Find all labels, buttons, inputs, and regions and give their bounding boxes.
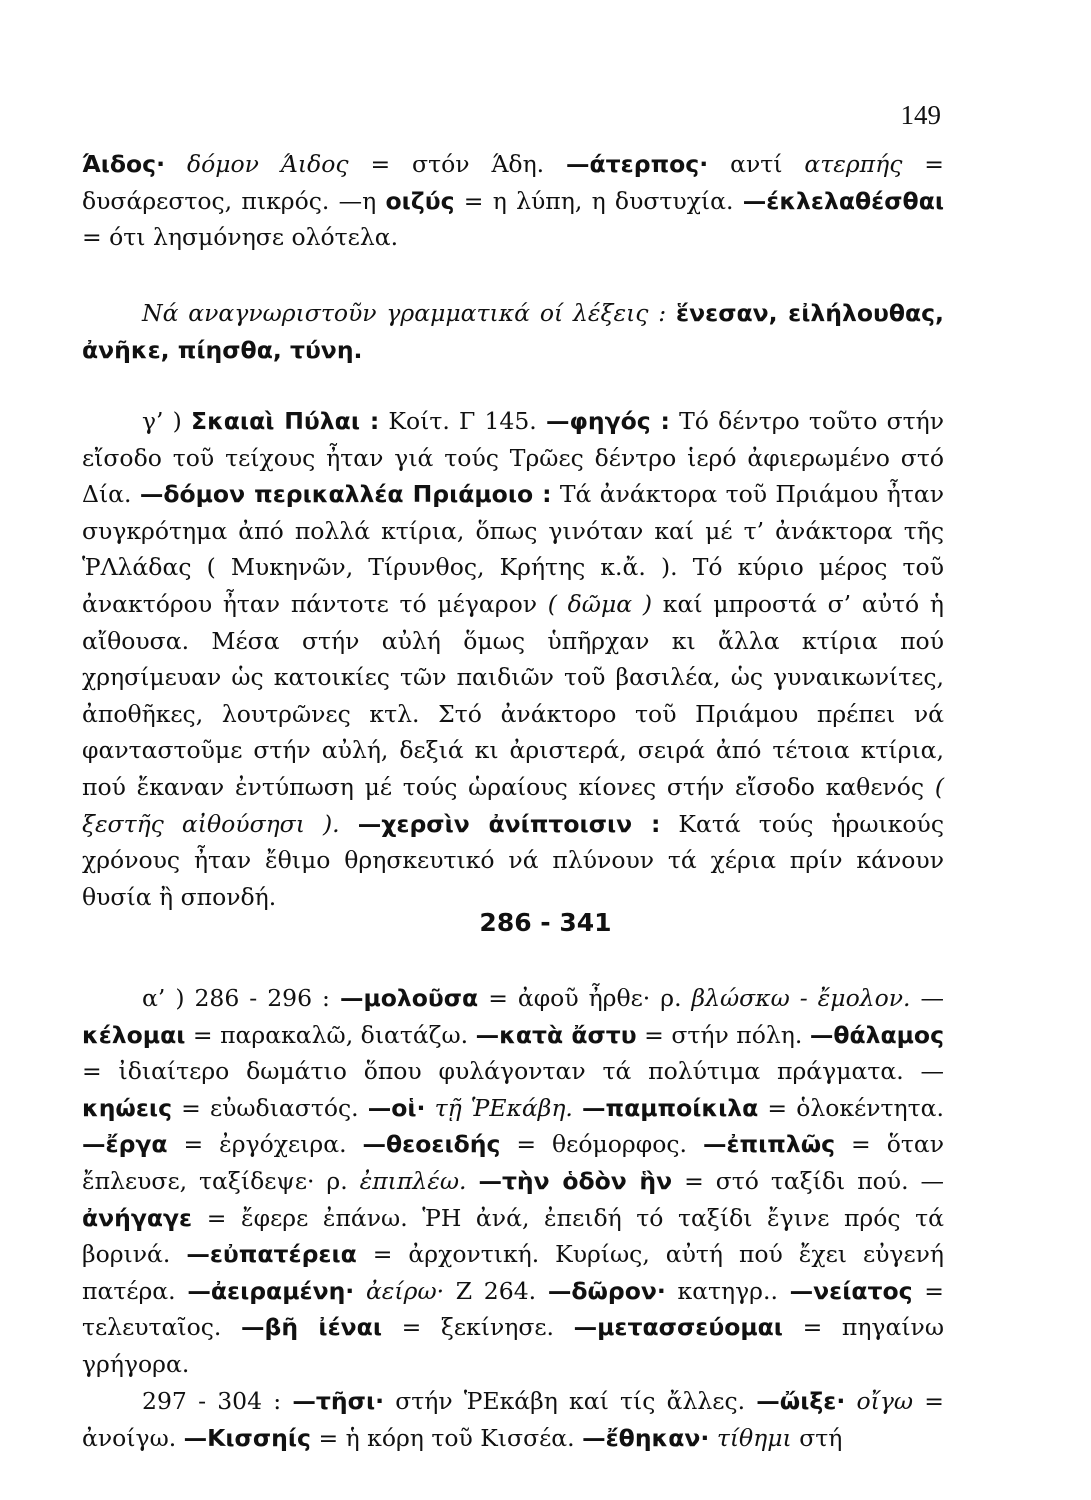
lemma-term: —θεοειδής [362,1130,501,1159]
italic-text: ( ξεστῆς αἰθούσησι ). [82,772,944,838]
lemma-term: κηώεις [82,1093,173,1122]
lemma-term: —οἱ· [367,1093,426,1122]
body-text: 297 - 304 : [142,1387,293,1415]
body-text: = στήν πόλη. [636,1020,810,1049]
section-heading: 286 - 341 [479,908,612,937]
lemma-term: —βῆ ἰέναι [241,1313,382,1342]
body-text: = ἐργόχειρα. [167,1130,363,1159]
body-text: αντί [708,150,805,178]
body-text [165,150,187,178]
body-text: = στό ταξίδι πού. — [672,1166,944,1195]
paragraph-verses-297-304 [82,1383,944,1456]
body-text [573,1094,582,1122]
lemma-term: —τῆσι· [292,1387,385,1415]
body-text: = ἰδιαίτερο δωμάτιο ὅπου φυλάγονταν τά πολύτιμα πράγματα. — [82,1057,944,1086]
body-text: = παρακαλῶ, διατάζω. [185,1020,476,1049]
body-text: = στόν Άδη. [348,150,567,178]
body-text: κατηγρ.. [665,1276,790,1305]
body-text: = εὐωδιαστός. [172,1093,368,1122]
lemma-term: —άτερπος· [566,150,709,178]
italic-text: ατερπής [804,150,903,178]
lemma-term: —θάλαμος [809,1020,945,1049]
lemma-term: —έκλελαθέσθαι [742,186,944,215]
body-text [466,1167,478,1195]
lemma-term: —παμποίκιλα [582,1093,759,1122]
lemma-term: ἕνεσαν, εἰλήλουθας, ἀνῆκε, πίησθα, τύνη. [82,299,944,364]
body-text: Τά ἀνάκτορα τοῦ Πριάμου ἦταν συγκρότημα ἀπό πολλά κτίρια, ὅπως γινόταν καί μέ τ’ ἀνάκτορα τῆς ῬΛλάδας ( Μυκηνῶν, Τίρυνθος, Κρήτης κ.ἄ. ). Τό κύριο μέρος τοῦ ἀνακτόρου ἦταν πάντοτε τό μέγαρον [82,480,944,618]
body-text: = ότι λησμόνησε ολότελα. [82,223,399,252]
body-text: στήν ῬΕκάβη καί τίς ἄλλες. [384,1387,757,1415]
body-text [354,1277,366,1305]
lemma-term: —Κισσηίς [183,1423,311,1452]
body-text [845,1387,856,1415]
lemma-term: —μολοῦσα [339,984,479,1012]
body-text: = θεόμορφος. [500,1130,703,1159]
body-text: = ξεκίνησε. [381,1313,574,1342]
lemma-term: —ἔργα [82,1130,168,1159]
lemma-term: Άιδος· [82,150,166,178]
body-text [709,1424,716,1452]
lemma-term: —δῶρον· [547,1276,666,1305]
lemma-term: —ἔθηκαν· [582,1423,710,1452]
lemma-term: Σκαιαὶ Πύλαι : [191,407,380,435]
italic-text: τίθημι [716,1423,792,1452]
page-number: 149 [900,100,941,130]
body-text: = ὅταν ἔπλευσε, ταξίδεψε· ρ. [82,1130,944,1195]
lemma-term: —κατὰ ἄστυ [475,1020,637,1049]
body-text: Ζ 264. [444,1276,548,1305]
body-text: στή [791,1423,843,1452]
italic-text: Νά αναγνωριστοῦν γραμματικά οί λέξεις : [142,299,667,327]
body-text: = ἀνοίγω. [82,1387,944,1452]
body-text: — [910,984,944,1012]
paragraph-verses-286-296 [82,980,944,1383]
body-text [425,1094,434,1122]
body-text: α’ ) 286 - 296 : [142,984,340,1012]
body-text: Κοίτ. Γ 145. [379,407,546,435]
italic-text: ἐπιπλέω. [359,1166,467,1195]
lemma-term: οιζύς [385,186,455,215]
lemma-term: κέλομαι [82,1020,186,1049]
body-text: Κατά τούς ἡρωικούς χρόνους ἦταν ἔθιμο θρησκευτικό νά πλύνουν τά χέρια πρίν κάνουν θυσία ἢ σπονδή. [82,809,944,911]
lemma-term: —ἐπιπλῶς [702,1130,836,1159]
lemma-term: —τὴν ὁδὸν ἣν [478,1166,673,1195]
body-text: Τό δέντρο τοῦτο στήν εἴσοδο τοῦ τείχους ἦταν γιά τούς Τρῶες δέντρο ἱερό ἀφιερωμένο στό Δία. [82,407,944,509]
body-text: = τελευταῖος. [82,1276,944,1342]
italic-text: τῇ ῬΕκάβη. [434,1093,573,1122]
italic-text: οἴγω [856,1387,914,1415]
body-text: = ὁλοκέντητα. [758,1093,944,1122]
body-text [666,299,676,327]
paragraph-glossary-1 [82,146,944,256]
body-text: = η λύπη, η δυστυχία. [454,186,743,215]
lemma-term: —ἀειραμένη· [187,1276,355,1305]
italic-text: ( δῶμα ) [547,589,653,618]
lemma-term: —φηγός : [545,407,670,435]
body-text: = ἔφερε ἐπάνω. ῬΗ ἀνά, ἐπειδή τό ταξίδι ἔγινε πρός τά βορινά. [82,1203,944,1269]
italic-text: ἀείρω· [365,1276,445,1305]
lemma-term: —μετασσεύομαι [573,1313,783,1342]
paragraph-grammar-exercise [82,295,944,368]
lemma-term: —δόμον περικαλλέα Πριάμοιο : [139,480,552,509]
italic-text: δόμον Άιδος [186,150,349,178]
lemma-term: ἀνήγαγε [82,1203,193,1232]
body-text: = ἡ κόρη τοῦ Κισσέα. [310,1423,583,1452]
body-text: γ’ ) [142,407,192,435]
body-text: = πηγαίνω γρήγορα. [82,1313,945,1378]
lemma-term: —ὤιξε· [756,1387,846,1415]
body-text: = δυσάρεστος, πικρός. —η [82,150,944,215]
italic-text: βλώσκω - ἔμολον. [691,984,911,1012]
body-text: = ἀρχοντική. Κυρίως, αὐτή πού ἔχει εὐγενή πατέρα. [82,1240,945,1305]
paragraph-skaian-gates [82,403,944,915]
body-text: = ἀφοῦ ἦρθε· ρ. [478,984,692,1012]
lemma-term: —εὐπατέρεια [186,1240,357,1269]
body-text: καί μπροστά σ’ αὐτό ἡ αἴθουσα. Μέσα στήν αὐλή ὅμως ὑπῆρχαν κι ἄλλα κτίρια πού χρησίμευαν ὡς κατοικίες τῶν παιδιῶν τοῦ βασιλέα, ὡς γυναικωνίτες, ἀποθῆκες, λουτρῶνες κτλ. Στό ἀνάκτορο τοῦ Πριάμου πρέπει νά φανταστοῦμε στήν αὐλή, δεξιά κι ἀριστερά, σειρά ἀπό τέτοια κτίρια, πού ἔκαναν ἐντύπωση μέ τούς ὡραίους κίονες στήν εἴσοδο καθενός [82,589,945,801]
lemma-term: —νείατος [789,1276,913,1305]
lemma-term: —χερσὶν ἀνίπτοισιν : [357,809,661,838]
body-text [340,810,358,838]
